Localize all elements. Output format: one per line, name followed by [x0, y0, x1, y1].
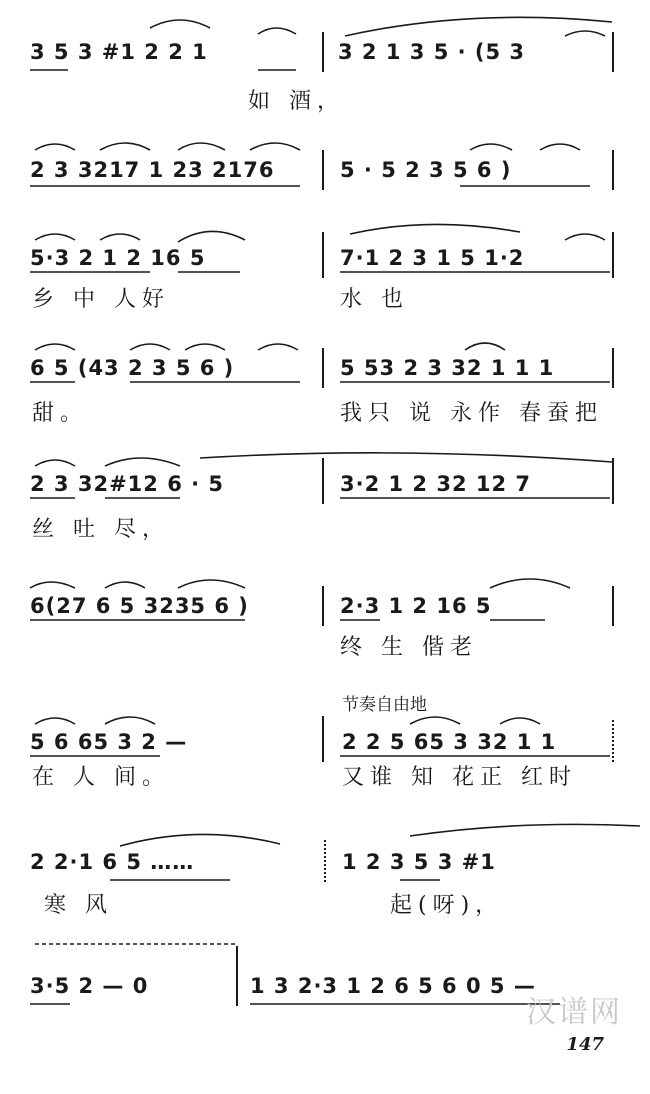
notes-left: 2 3 3217 1 23 2176	[30, 158, 275, 182]
notes-right: 5 53 2 3 32 1 1 1	[340, 356, 555, 380]
lyrics-left: 乡 中 人好	[32, 287, 170, 312]
lyrics-left: 丝 吐 尽，	[32, 517, 170, 542]
tempo-marking: 节奏自由地	[342, 695, 427, 715]
notes-right: 3 2 1 3 5 · (5 3	[338, 40, 526, 64]
notes-right: 3·2 1 2 32 12 7	[340, 472, 532, 496]
lyrics-right: 起(呀)，	[390, 893, 504, 918]
lyrics-right: 水 也	[340, 287, 409, 312]
notes-left: 5·3 2 1 2 16 5	[30, 246, 206, 270]
watermark-logo: 汉谱网	[526, 995, 622, 1030]
notes-left: 2 3 32#12 6 · 5	[30, 472, 225, 496]
lyrics-right: 如 酒，	[248, 89, 345, 114]
notes-right: 5 · 5 2 3 5 6 )	[340, 158, 512, 182]
notes-right: 2 2 5 65 3 32 1 1	[342, 730, 557, 754]
lyrics-right: 我只 说 永作 春蚕把	[340, 401, 603, 426]
lyrics-right: 终 生 偕老	[340, 635, 478, 660]
lyrics-left: 寒 风	[44, 893, 113, 918]
notes-right: 1 3 2·3 1 2 6 5 6 0 5 —	[250, 974, 536, 998]
lyrics-left: 甜。	[32, 401, 89, 426]
lyrics-left: 在 人 间。	[32, 765, 170, 790]
notes-left: 3 5 3 #1 2 2 1	[30, 40, 208, 64]
notes-right: 1 2 3 5 3 #1	[342, 850, 496, 874]
notes-right: 7·1 2 3 1 5 1·2	[340, 246, 525, 270]
notes-left: 6 5 (43 2 3 5 6 )	[30, 356, 235, 380]
notes-right: 2·3 1 2 16 5	[340, 594, 492, 618]
notes-left: 2 2·1 6 5 ……	[30, 850, 195, 874]
notes-left: 5 6 65 3 2 —	[30, 730, 188, 754]
lyrics-right: 又谁 知 花正 红时	[342, 765, 577, 790]
notes-left: 6(27 6 5 3235 6 )	[30, 594, 249, 618]
notes-left: 3·5 2 — 0	[30, 974, 149, 998]
page-number: 147	[566, 1034, 604, 1055]
